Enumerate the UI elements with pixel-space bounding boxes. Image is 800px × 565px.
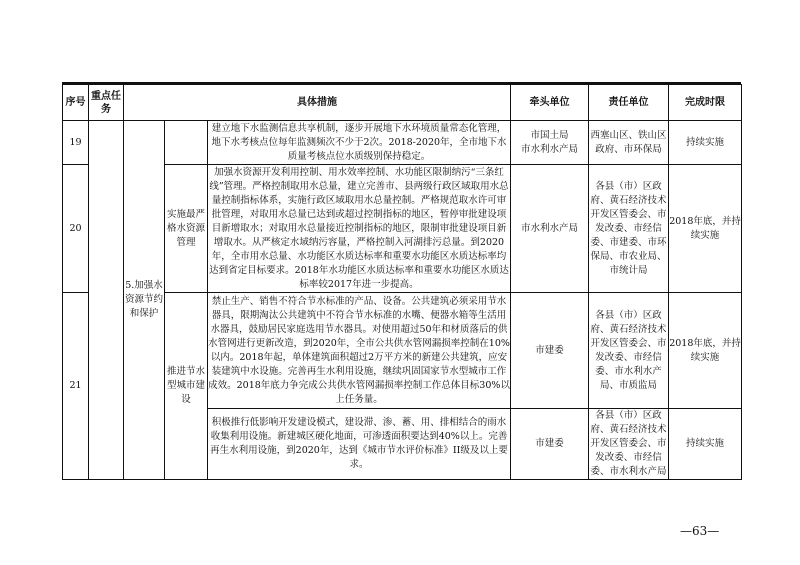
subtask-water-saving-city: 推进节水型城市建设 <box>165 293 208 480</box>
key-task-empty <box>89 121 124 480</box>
subtask-strict-management: 实施最严格水资源管理 <box>165 165 208 293</box>
row-resp-unit: 各县（市）区政府、黄石经济技术开发区管委会、市发改委、市经信委、市水利水产局、市质监局 <box>589 293 669 409</box>
subtask-empty <box>165 121 208 165</box>
header-measures: 具体措施 <box>124 85 511 121</box>
row-resp-unit: 各县（市）区政府、黄石经济技术开发区管委会、市发改委、市经信委、市建委、市环保局、市农业局、市统计局 <box>589 165 669 293</box>
row-lead-unit: 市建委 <box>511 293 589 409</box>
row-lead-unit: 市水利水产局 <box>511 165 589 293</box>
table-header-row <box>63 85 742 121</box>
row-measures: 加强水资源开发利用控制、用水效率控制、水功能区限制纳污“三条红线”管理。严格控制取用水总量，建立完善市、县两级行政区域取用水总量控制指标体系，实施行政区域取用水总量控制。严格规范取水许可审批管理，对取用水总量已达到或超过控制指标的地区，暂停审批建设项目新增取水；对取用水总量接近控制指标的地区，限制审批建设项目新增取水。从严核定水域纳污容量，严格控制入河湖排污总量。到2020年，全市用水总量、水功能区水质达标率和重要水功能区水质达标率均达到省定目标要求。2018年水功能区水质达标率和重要水功能区水质达标率较2017年进一步提高。 <box>208 165 511 293</box>
row-deadline: 2018年底，并持续实施 <box>669 293 742 409</box>
header-seq: 序号 <box>63 85 89 121</box>
row-deadline: 持续实施 <box>669 409 742 480</box>
row-deadline: 2018年底，并持续实施 <box>669 165 742 293</box>
row-lead-unit: 市建委 <box>511 409 589 480</box>
table-row <box>63 165 742 293</box>
header-deadline: 完成时限 <box>669 85 742 121</box>
row-seq: 19 <box>63 121 89 165</box>
row-lead-unit: 市国土局 市水利水产局 <box>511 121 589 165</box>
row-measures: 建立地下水监测信息共享机制，逐步开展地下水环境质量常态化管理，地下水考核点位每年监测频次不少于2次。2018-2020年，全市地下水质量考核点位水质级别保持稳定。 <box>208 121 511 165</box>
table-row <box>63 121 742 165</box>
page-number: —63— <box>680 524 720 538</box>
row-resp-unit: 西塞山区、铁山区政府、市环保局 <box>589 121 669 165</box>
row-measures: 禁止生产、销售不符合节水标准的产品、设备。公共建筑必须采用节水器具，限期淘汰公共建筑中不符合节水标准的水嘴、便器水箱等生活用水器具，鼓励居民家庭选用节水器具。对使用超过50年和材质落后的供水管网进行更新改造，到2020年，全市公共供水管网漏损率控制在10%以内。2018年起，单体建筑面积超过2万平方米的新建公共建筑，应安装建筑中水设施。完善再生水利用设施，继续巩固国家节水型城市工作成效。2018年底力争完成公共供水管网漏损率控制工作总体目标30%以上任务量。 <box>208 293 511 409</box>
key-task-cell: 5.加强水资源节约和保护 <box>124 121 165 480</box>
row-seq: 21 <box>63 293 89 480</box>
row-seq: 20 <box>63 165 89 293</box>
row-deadline: 持续实施 <box>669 121 742 165</box>
table-row <box>63 293 742 409</box>
measures-table <box>62 84 742 480</box>
header-key-task: 重点任务 <box>89 85 124 121</box>
header-resp-unit: 责任单位 <box>589 85 669 121</box>
row-resp-unit: 各县（市）区政府、黄石经济技术开发区管委会、市发改委、市经信委、市水利水产局 <box>589 409 669 480</box>
header-lead-unit: 牵头单位 <box>511 85 589 121</box>
row-measures: 积极推行低影响开发建设模式，建设滞、渗、蓄、用、排相结合的雨水收集利用设施。新建城区硬化地面，可渗透面积要达到40%以上。完善再生水利用设施，到2020年，达到《城市节水评价标准》II级及以上要求。 <box>208 409 511 480</box>
